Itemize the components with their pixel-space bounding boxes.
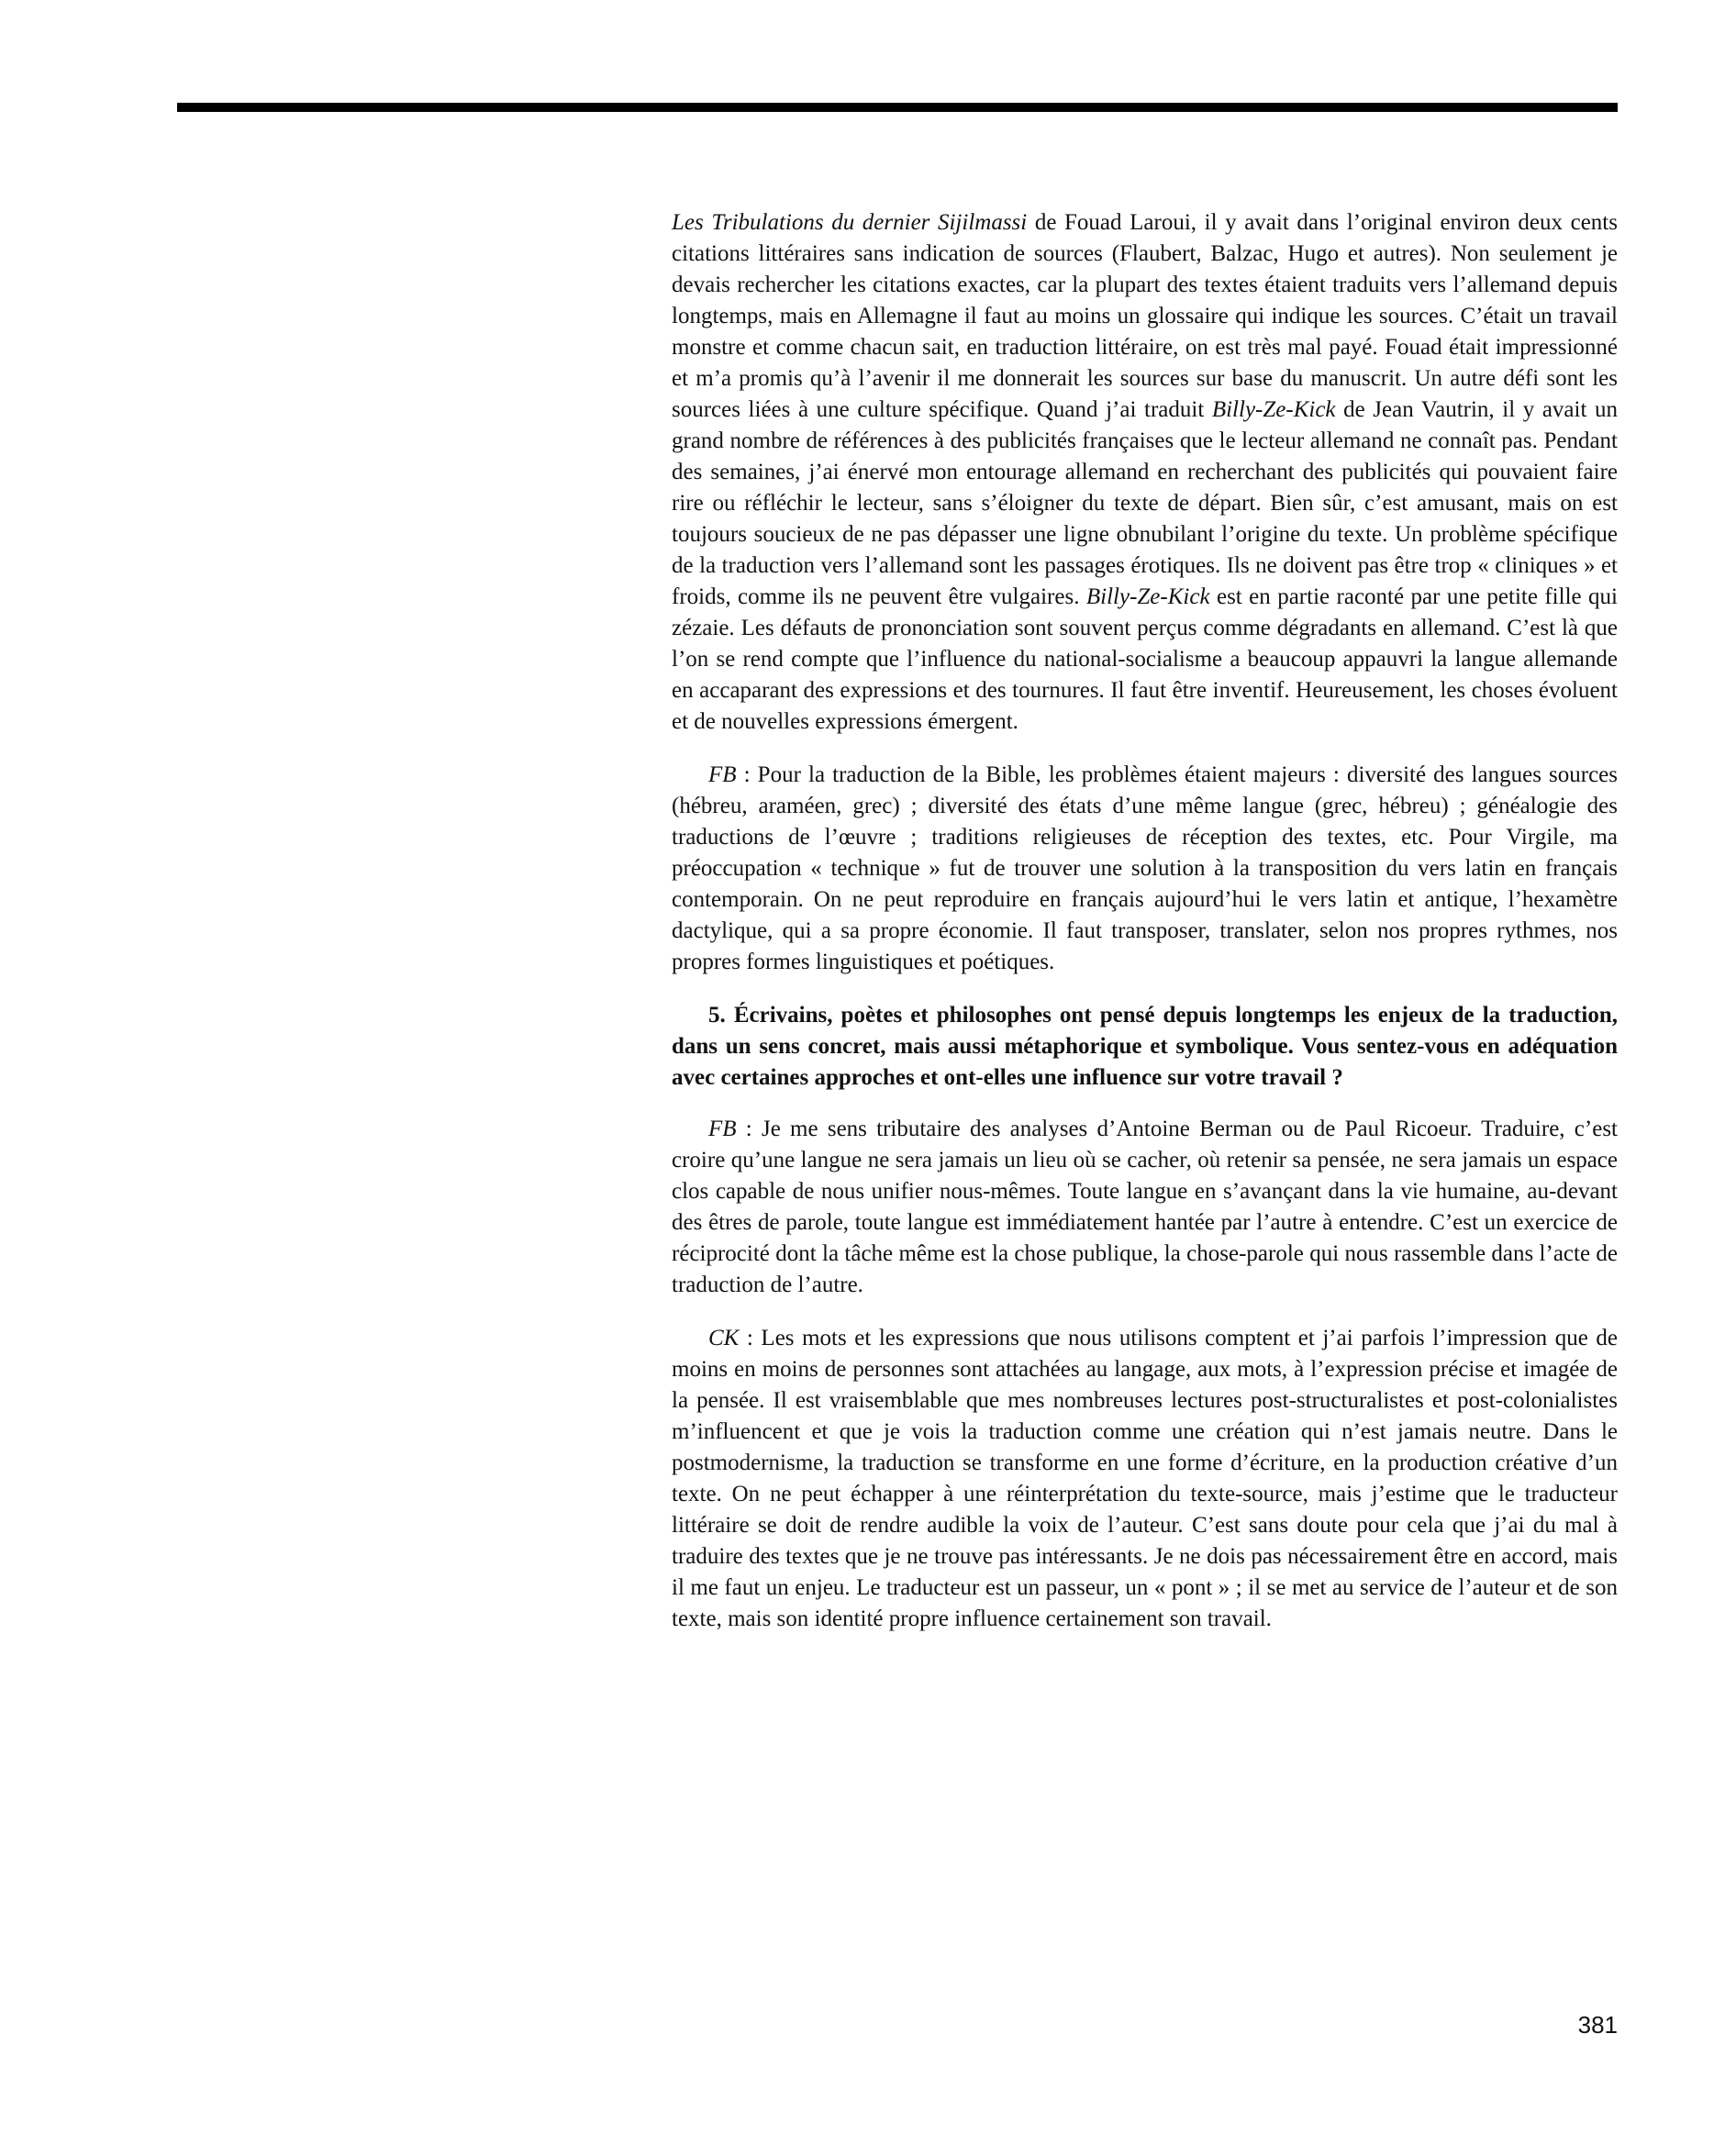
fb-bible-paragraph (672, 760, 1618, 978)
text-segment: de Jean Vautrin, il y avait un grand nombre de références à des publicités françaises que le lecteur allemand ne connaît pas. Pendant des semaines, j’ai énervé mon entourage allemand en recherchant des publicités qui pouvaient faire rire ou réfléchir le lecteur, sans s’éloigner du texte de départ. Bien sûr, c’est amusant, mais on est toujours soucieux de ne pas dépasser une ligne obnubilant l’origine du texte. Un problème spécifique de la traduction vers l’allemand sont les passages érotiques. Ils ne doivent pas être trop « cliniques » et froids, comme ils ne peuvent être vulgaires. (672, 397, 1618, 609)
header-rule (177, 103, 1618, 112)
italic-text-segment: CK (708, 1326, 740, 1350)
ck-paragraph (672, 1323, 1618, 1635)
italic-text-segment: FB (708, 762, 737, 787)
italic-text-segment: Billy-Ze-Kick (1085, 584, 1210, 609)
italic-text-segment: Les Tribulations du dernier Sijilmassi (672, 210, 1028, 235)
italic-text-segment: FB (708, 1117, 737, 1141)
text-segment: : Les mots et les expressions que nous utilisons comptent et j’ai parfois l’impression que de moins en moins de personnes sont attachées au langage, aux mots, à l’expression précise et imagée de la pensée. Il est vraisemblable que mes nombreuses lectures post-structuralistes et post-colonialistes m’influencent et que je vois la traduction comme une création qui n’est jamais neutre. Dans le postmodernisme, la traduction se transforme en une forme d’écriture, en la production créative d’un texte. On ne peut échapper à une réinterprétation du texte-source, mais j’estime que le traducteur littéraire se doit de rendre audible la voix de l’auteur. C’est sans doute pour cela que j’ai du mal à traduire des textes que je ne trouve pas intéressants. Je ne dois pas nécessairement être en accord, mais il me faut un enjeu. Le traducteur est un passeur, un « pont » ; il se met au service de l’auteur et de son texte, mais son identité propre influence certainement son travail. (672, 1326, 1618, 1631)
text-segment: 5. Écrivains, poètes et philosophes ont pensé depuis longtemps les enjeux de la traduction, dans un sens concret, mais aussi métaphorique et symbolique. Vous sentez-vous en adéquation avec certaines approches et ont-elles une influence sur votre travail ? (672, 1003, 1618, 1090)
page-number: 381 (1577, 2011, 1618, 2039)
article-body (672, 207, 1618, 1635)
text-segment: : Pour la traduction de la Bible, les problèmes étaient majeurs : diversité des langues sources (hébreu, araméen, grec) ; diversité des états d’une même langue (grec, hébreu) ; généalogie des traductions de l’œuvre ; traditions religieuses de réception des textes, etc. Pour Virgile, ma préoccupation « technique » fut de trouver une solution à la transposition du vers latin en français contemporain. On ne peut reproduire en français aujourd’hui le vers latin et antique, l’hexamètre dactylique, qui a sa propre économie. Il faut transposer, translater, selon nos propres rythmes, nos propres formes linguistiques et poétiques. (672, 762, 1618, 974)
continued-paragraph (672, 207, 1618, 738)
italic-text-segment: Billy-Ze-Kick (1211, 397, 1336, 422)
text-segment: est en partie raconté par une petite fille qui zézaie. Les défauts de prononciation sont souvent perçus comme dégradants en allemand. C’est là que l’on se rend compte que l’influence du national-socialisme a beaucoup appauvri la langue allemande en accaparant des expressions et des tournures. Il faut être inventif. Heureusement, les choses évoluent et de nouvelles expressions émergent. (672, 584, 1618, 734)
text-segment: : Je me sens tributaire des analyses d’Antoine Berman ou de Paul Ricoeur. Traduire, c’est croire qu’une langue ne sera jamais un lieu où se cacher, où retenir sa pensée, ne sera jamais un espace clos capable de nous unifier nous-mêmes. Toute langue en s’avançant dans la vie humaine, au-devant des êtres de parole, toute langue est immédiatement hantée par l’autre à entendre. C’est un exercice de réciprocité dont la tâche même est la chose publique, la chose-parole qui nous rassemble dans l’acte de traduction de l’autre. (672, 1117, 1618, 1297)
fb-berman-paragraph (672, 1114, 1618, 1301)
question-5-heading (672, 1000, 1618, 1094)
text-segment: de Fouad Laroui, il y avait dans l’original environ deux cents citations littéraires sans indication de sources (Flaubert, Balzac, Hugo et autres). Non seulement je devais rechercher les citations exactes, car la plupart des textes étaient traduits vers l’allemand depuis longtemps, mais en Allemagne il faut au moins un glossaire qui indique les sources. C’était un travail monstre et comme chacun sait, en traduction littéraire, on est très mal payé. Fouad était impressionné et m’a promis qu’à l’avenir il me donnerait les sources sur base du manuscrit. Un autre défi sont les sources liées à une culture spécifique. Quand j’ai traduit (672, 210, 1618, 422)
